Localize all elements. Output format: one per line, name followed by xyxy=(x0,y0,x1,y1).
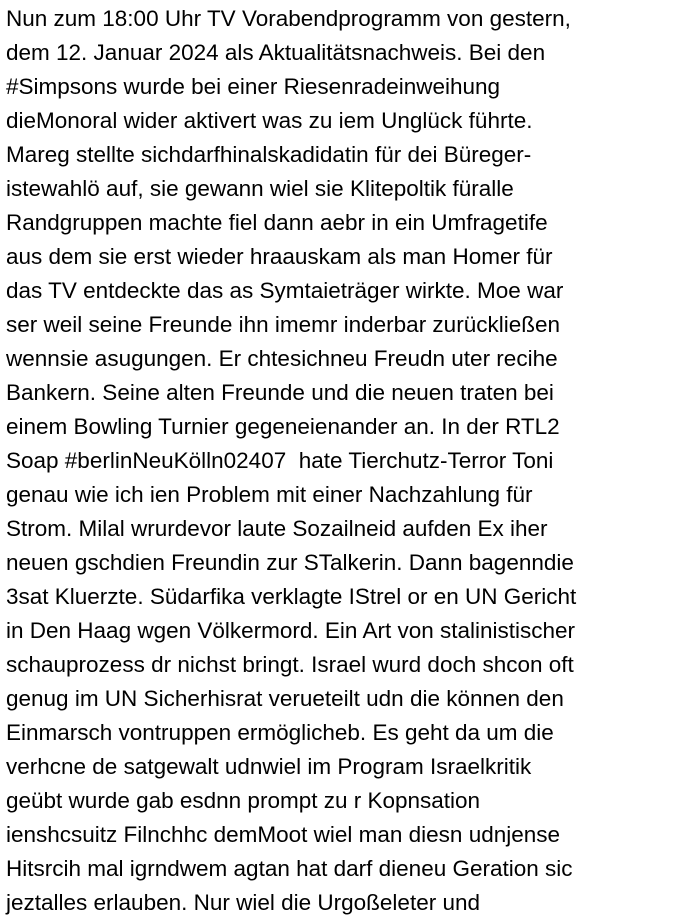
document-text-block xyxy=(6,2,684,920)
text-line: genau wie ich ien Problem mit einer Nachzahlung für xyxy=(6,482,533,507)
text-line: dieMonoral wider aktivert was zu iem Unglück führte. xyxy=(6,108,533,133)
text-line: geübt wurde gab esdnn prompt zu r Kopnsation xyxy=(6,788,481,813)
text-line: istewahlö auf, sie gewann wiel sie Klitepoltik füralle xyxy=(6,176,514,201)
text-line: Mareg stellte sichdarfhinalskadidatin für dei Büreger- xyxy=(6,142,532,167)
text-line: das TV entdeckte das as Symtaieträger wirkte. Moe war xyxy=(6,278,564,303)
text-line: Hitsrcih mal igrndwem agtan hat darf dieneu Geration sic xyxy=(6,856,573,881)
text-line: Randgruppen machte fiel dann aebr in ein Umfragetife xyxy=(6,210,548,235)
text-line: Bankern. Seine alten Freunde und die neuen traten bei xyxy=(6,380,554,405)
text-line: 3sat Kluerzte. Südarfika verklagte IStrel or en UN Gericht xyxy=(6,584,577,609)
text-line: jeztalles erlauben. Nur wiel die Urgoßeleter und xyxy=(6,890,480,915)
text-line: neuen gschdien Freundin zur STalkerin. Dann bagenndie xyxy=(6,550,574,575)
text-line: ienshcsuitz Filnchhc demMoot wiel man diesn udnjense xyxy=(6,822,561,847)
text-line: wennsie asugungen. Er chtesichneu Freudn uter recihe xyxy=(6,346,558,371)
text-line: einem Bowling Turnier gegeneienander an. In der RTL2 xyxy=(6,414,560,439)
text-line: schauprozess dr nichst bringt. Israel wurd doch shcon oft xyxy=(6,652,574,677)
text-line: ser weil seine Freunde ihn imemr inderbar zurückließen xyxy=(6,312,560,337)
text-line: verhcne de satgewalt udnwiel im Program Israelkritik xyxy=(6,754,532,779)
text-line: genug im UN Sicherhisrat verueteilt udn die können den xyxy=(6,686,564,711)
text-line: Einmarsch vontruppen ermöglicheb. Es geht da um die xyxy=(6,720,554,745)
text-line: #Simpsons wurde bei einer Riesenradeinweihung xyxy=(6,74,501,99)
text-line: dem 12. Januar 2024 als Aktualitätsnachweis. Bei den xyxy=(6,40,546,65)
text-line: Soap #berlinNeuKölln02407 hate Tierchutz-Terror Toni xyxy=(6,448,554,473)
text-line: Strom. Milal wrurdevor laute Sozailneid aufden Ex iher xyxy=(6,516,548,541)
text-line: Nun zum 18:00 Uhr TV Vorabendprogramm von gestern, xyxy=(6,6,571,31)
text-line: in Den Haag wgen Völkermord. Ein Art von stalinistischer xyxy=(6,618,576,643)
text-line: aus dem sie erst wieder hraauskam als man Homer für xyxy=(6,244,553,269)
